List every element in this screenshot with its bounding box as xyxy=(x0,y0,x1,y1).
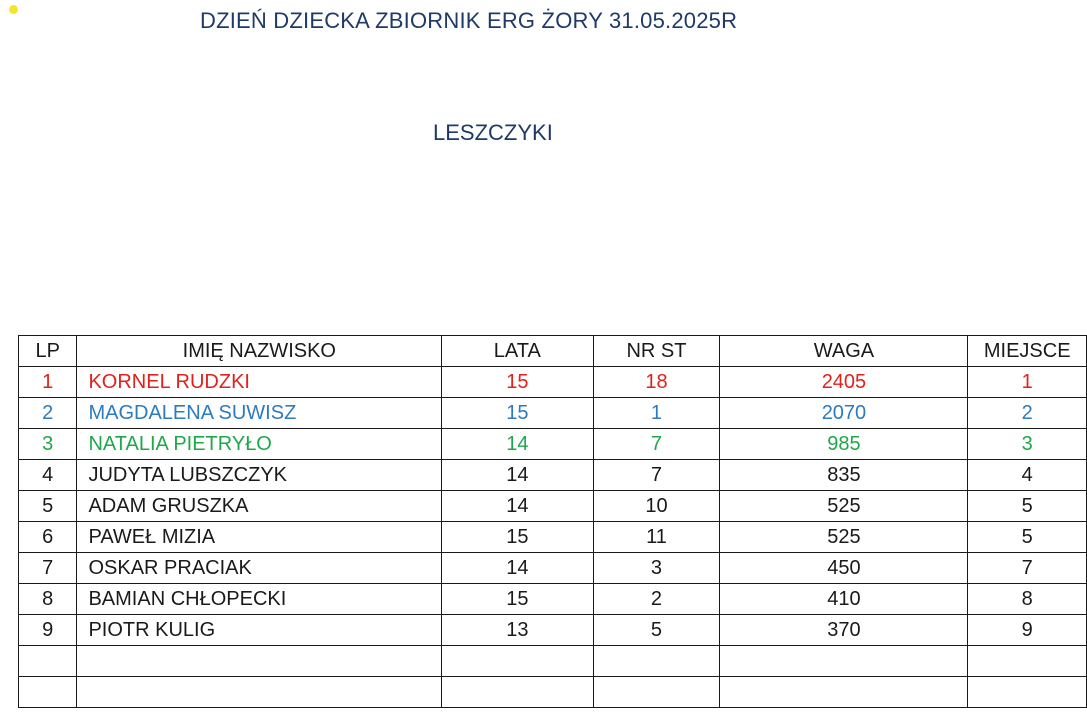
cell-name: MAGDALENA SUWISZ xyxy=(77,398,442,429)
cell-place: 5 xyxy=(968,491,1087,522)
cell-name: PAWEŁ MIZIA xyxy=(77,522,442,553)
results-table xyxy=(18,335,1087,708)
cell-weight: 525 xyxy=(720,491,968,522)
column-header-name: IMIĘ NAZWISKO xyxy=(77,336,442,367)
cell-age xyxy=(442,677,593,708)
cell-lp: 7 xyxy=(19,553,77,584)
cell-station: 11 xyxy=(593,522,720,553)
cell-age: 14 xyxy=(442,460,593,491)
cell-age xyxy=(442,646,593,677)
cell-name: ADAM GRUSZKA xyxy=(77,491,442,522)
cell-place: 3 xyxy=(968,429,1087,460)
table-row xyxy=(19,646,1087,677)
cell-age: 14 xyxy=(442,429,593,460)
cell-weight: 985 xyxy=(720,429,968,460)
column-header-station: NR ST xyxy=(593,336,720,367)
cell-weight: 370 xyxy=(720,615,968,646)
cell-lp: 4 xyxy=(19,460,77,491)
cell-station: 18 xyxy=(593,367,720,398)
cell-weight: 450 xyxy=(720,553,968,584)
cell-age: 14 xyxy=(442,553,593,584)
cell-name: NATALIA PIETRYŁO xyxy=(77,429,442,460)
table-row xyxy=(19,429,1087,460)
cell-age: 15 xyxy=(442,398,593,429)
cell-name xyxy=(77,646,442,677)
cell-place: 1 xyxy=(968,367,1087,398)
table-row xyxy=(19,398,1087,429)
cell-name: OSKAR PRACIAK xyxy=(77,553,442,584)
page-title: DZIEŃ DZIECKA ZBIORNIK ERG ŻORY 31.05.2025R xyxy=(200,8,738,33)
cell-station xyxy=(593,677,720,708)
cell-weight xyxy=(720,646,968,677)
cell-lp: 1 xyxy=(19,367,77,398)
cell-age: 13 xyxy=(442,615,593,646)
table-row xyxy=(19,553,1087,584)
cell-station: 2 xyxy=(593,584,720,615)
cell-place: 5 xyxy=(968,522,1087,553)
cell-place: 7 xyxy=(968,553,1087,584)
column-header-weight: WAGA xyxy=(720,336,968,367)
column-header-lp: LP xyxy=(19,336,77,367)
table-row xyxy=(19,615,1087,646)
cell-lp: 2 xyxy=(19,398,77,429)
cell-station: 7 xyxy=(593,460,720,491)
cell-place xyxy=(968,646,1087,677)
cell-weight: 525 xyxy=(720,522,968,553)
cell-station: 5 xyxy=(593,615,720,646)
cell-lp: 8 xyxy=(19,584,77,615)
column-header-place: MIEJSCE xyxy=(968,336,1087,367)
cell-place: 4 xyxy=(968,460,1087,491)
cell-place: 2 xyxy=(968,398,1087,429)
cell-lp xyxy=(19,677,77,708)
table-row xyxy=(19,584,1087,615)
cell-station xyxy=(593,646,720,677)
cell-name: JUDYTA LUBSZCZYK xyxy=(77,460,442,491)
cell-lp: 9 xyxy=(19,615,77,646)
table-row xyxy=(19,522,1087,553)
cell-station: 1 xyxy=(593,398,720,429)
cell-name: KORNEL RUDZKI xyxy=(77,367,442,398)
cell-place: 8 xyxy=(968,584,1087,615)
cell-name: BAMIAN CHŁOPECKI xyxy=(77,584,442,615)
column-header-age: LATA xyxy=(442,336,593,367)
cell-name xyxy=(77,677,442,708)
cell-lp xyxy=(19,646,77,677)
cell-station: 7 xyxy=(593,429,720,460)
cell-lp: 6 xyxy=(19,522,77,553)
table-header-row xyxy=(19,336,1087,367)
cell-age: 15 xyxy=(442,584,593,615)
cell-lp: 5 xyxy=(19,491,77,522)
table-row xyxy=(19,491,1087,522)
cell-weight xyxy=(720,677,968,708)
cell-age: 15 xyxy=(442,522,593,553)
cell-station: 3 xyxy=(593,553,720,584)
cell-age: 15 xyxy=(442,367,593,398)
cell-place: 9 xyxy=(968,615,1087,646)
category-subtitle: LESZCZYKI xyxy=(433,120,553,145)
cell-age: 14 xyxy=(442,491,593,522)
cell-name: PIOTR KULIG xyxy=(77,615,442,646)
table-row xyxy=(19,460,1087,491)
table-row xyxy=(19,367,1087,398)
cell-weight: 2405 xyxy=(720,367,968,398)
table-row xyxy=(19,677,1087,708)
cell-weight: 835 xyxy=(720,460,968,491)
yellow-dot-icon xyxy=(9,5,18,14)
cell-weight: 410 xyxy=(720,584,968,615)
cell-place xyxy=(968,677,1087,708)
cell-lp: 3 xyxy=(19,429,77,460)
cell-weight: 2070 xyxy=(720,398,968,429)
cell-station: 10 xyxy=(593,491,720,522)
